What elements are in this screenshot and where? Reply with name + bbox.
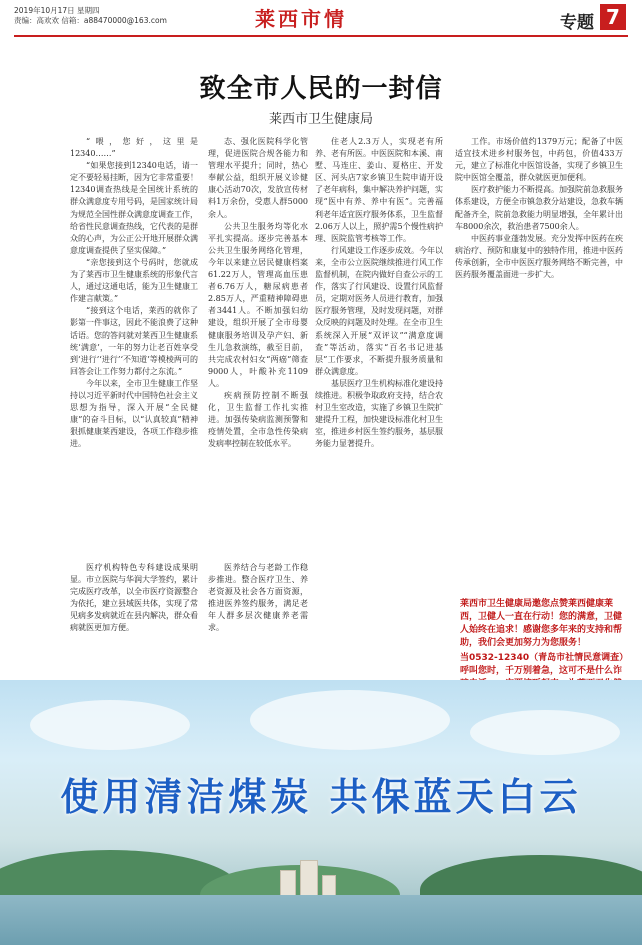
lake-water — [0, 895, 642, 945]
paragraph: 医疗机构特色专科建设成果明显。市立医院与华润大学签约，累计完成医疗改革，以全市医疗资源整合为依托，建立县域医共体，实现了常见病多发病就近在县内解决，群众看病就医更加方便。 — [70, 563, 198, 633]
public-service-banner — [0, 680, 642, 945]
paragraph: 今年以来，全市卫生健康工作坚持以习近平新时代中国特色社会主义思想为指导，深入开展“全民健康”的奋斗目标，以“认真较真”精神狠抓健康莱西建设，各项工作稳步推进。 — [70, 378, 198, 449]
article-column-1-lower — [70, 562, 198, 672]
section-name: 专题 — [560, 13, 594, 33]
header-rule — [14, 35, 628, 37]
paragraph: 住老人2.3万人，实现老有所养、老有所医。中医医院和本溪、南墅、马连庄、姜山、夏格庄、开发区、河头店7家乡镇卫生院申请开设了老年病科，集中解决养护问题，实现“医中有养、养中有医”。完善福利老年适宜医疗服务体系，卫生监督2.06万人以上，照护需5个慢性病护理、医院监管考核等工作。 — [315, 137, 443, 243]
paragraph: 医疗救护能力不断提高。加强院前急救服务体系建设，方便全市镇急救分站建设，急救车辆配备齐全，院前急救能力明显增强，全年累计出车8000余次，救治患者7500余人。 — [455, 185, 623, 231]
paragraph: 态、强化医院科学化管理，促进医院合规各能力和管理水平提升；同时，热心奉献公益，组织开展义诊健康心活动70次，发放宣传材料1万余份，受惠人群5000余人。 — [208, 137, 308, 219]
page-number-badge: 7 — [600, 4, 626, 30]
paragraph: 基层医疗卫生机构标准化建设持续推进。积极争取政府支持，结合农村卫生室改造，实施了乡镇卫生院扩建提升工程，加快建设标准化村卫生室，推进乡村医生签约服务，基层服务能力显著提升。 — [315, 378, 443, 449]
notice-line: 当0532-12340（青岛市社情民意调查）呼叫您时，千万别着急，这可不是什么诈 — [460, 653, 624, 676]
cloud-shape — [470, 710, 620, 755]
article-title: 致全市人民的一封信 — [199, 74, 443, 104]
cloud-shape — [30, 700, 190, 750]
paragraph: 疾病预防控制不断强化，卫生监督工作扎实推进。加强传染病监测预警和疫情处置，全市急性传染病发病率控制在较低水平。 — [208, 390, 308, 449]
paragraph: 中医药事业蓬勃发展。充分发挥中医药在疾病治疗、预防和康复中的独特作用，推进中医药传承创新，全市中医医疗服务网络不断完善，中医药服务覆盖面进一步扩大。 — [455, 233, 623, 280]
notice-line: 莱西市卫生健康局邀您点赞莱西健康莱西，卫健人一直在行动！您的满意，卫健人始终在追求！感谢您多年来的支持和帮助，我们会更加努力为您服务！ — [460, 599, 623, 648]
article-column-2-lower — [208, 562, 308, 672]
article-column-1 — [70, 136, 198, 561]
article-column-3 — [315, 136, 443, 698]
paragraph: “接到这个电话，莱西的就你了影第一件事这，因此不能浪费了这种话语。您的答问就对莱西卫生健康系统‘满意’，一年的努力让老百姓享受到‘进行’‘进行’‘不知道’等模棱两可的回答会让工作努力都付之东流。” — [70, 306, 198, 376]
paragraph: 行风建设工作逐步成效。今年以来，全市公立医院继续推进行风工作监督机制，在院内做好自查公示的工作，落实了行风建设、设置行风监督员，定期对医务人员进行教育，加强医疗服务管理，及时发现问题，对群众反映的问题及时处理。在全市卫生系统深入开展“双评议”“满意度调查”等活动，落实“百名书记进基层”工作要求，不断提升服务质量和群众满意度。 — [315, 245, 443, 376]
article-column-2 — [208, 136, 308, 561]
header-date-editor — [14, 6, 167, 26]
header-date: 2019年10月17日 星期四 — [14, 6, 100, 15]
masthead: 莱西市情 — [255, 7, 347, 31]
header-editor: 责编：高欢欢 信箱：a88470000@163.com — [14, 16, 167, 25]
page-header — [0, 0, 642, 38]
paragraph: 工作。市场价值约1379万元；配备了中医适宜技术进乡村服务包，中药包，价值433万元，建立了标准化中医馆设备，实现了乡镇卫生院中医馆全覆盖，群众就医更加便利。 — [455, 137, 623, 183]
article-byline: 莱西市卫生健康局 — [268, 112, 373, 127]
paragraph: “如果您接到12340电话，请一定不要轻易挂断，因为它非常重要！12340调查热线是全国统计系统的群众满意度专用号码，是国家统计局为规范全国性群众满意度调查工作，给省性民意调查热线，它代表的是群众的心声，为公正公开地开展群众满意度调查提供了坚实保障。” — [70, 161, 198, 255]
paragraph: “亲您接到这个号码时，您就成为了莱西市卫生健康系统的形象代言人，通过这通电话，能为卫生健康工作建言献策。” — [70, 257, 198, 304]
paragraph: 公共卫生服务均等化水平扎实提高。逐步完善基本公共卫生服务网络化管理，今年以来建立居民健康档案61.22万人，管理高血压患者6.76万人，糖尿病患者2.85万人，严重精神障碍患者3441人。不断加强妇幼建设，组织开展了全市母婴健康服务培训及孕产妇、新生儿急救演练，截至目前，共完成农村妇女“两癌”筛查9000人，叶酸补充1109人。 — [208, 221, 308, 388]
paragraph: 医养结合与老龄工作稳步推进。整合医疗卫生、养老资源及社会各方面资源，推进医养签约服务，满足老年人群多层次健康养老需求。 — [208, 563, 308, 633]
cloud-shape — [250, 690, 450, 750]
article-column-4 — [455, 136, 623, 561]
paragraph: “喂，您好，这里是12340……” — [70, 137, 198, 159]
banner-slogan: 使用清洁煤炭 共保蓝天白云 — [60, 775, 582, 819]
